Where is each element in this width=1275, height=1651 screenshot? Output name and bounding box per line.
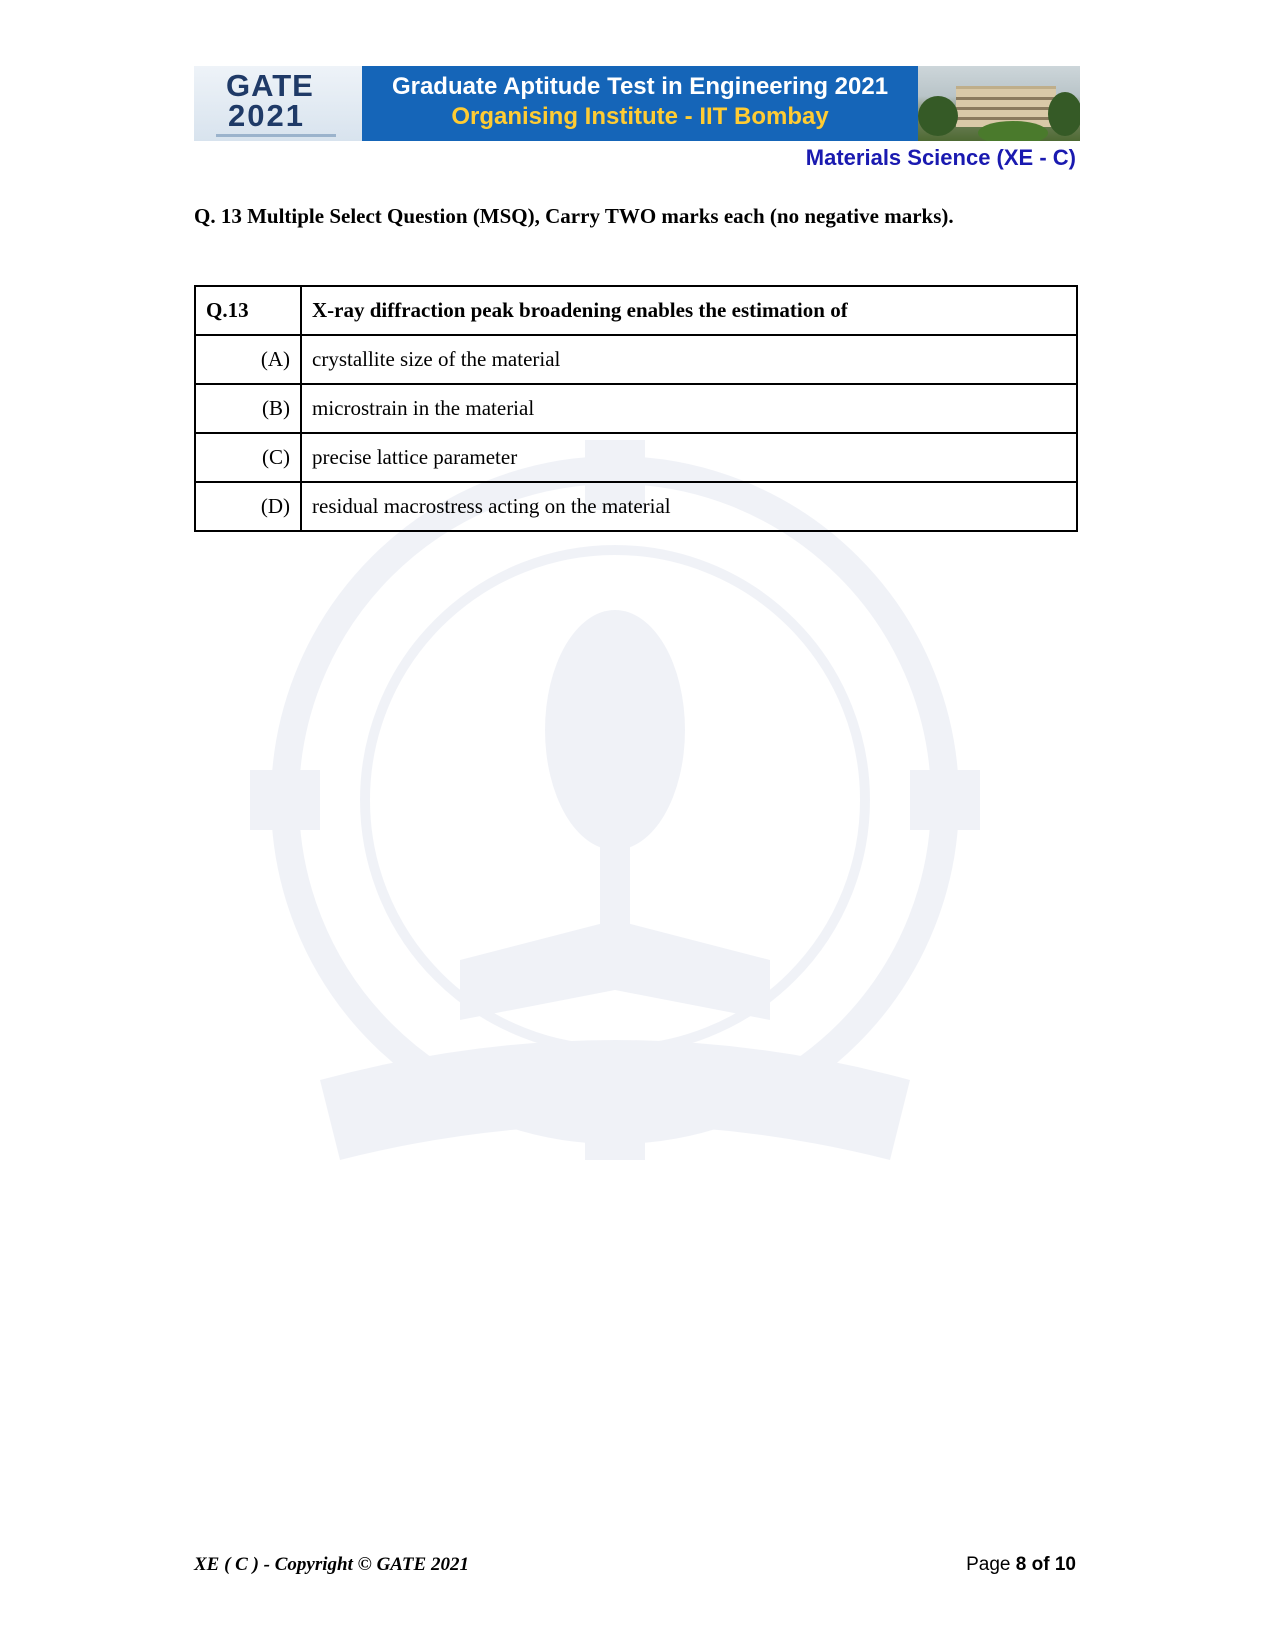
logo-strip bbox=[216, 134, 336, 137]
page-total: 10 bbox=[1054, 1554, 1076, 1575]
page-current: 8 bbox=[1015, 1554, 1027, 1575]
section-heading: Q. 13 Multiple Select Question (MSQ), Carry TWO marks each (no negative marks). bbox=[194, 204, 954, 228]
gate-logo bbox=[194, 66, 362, 141]
question-text: X-ray diffraction peak broadening enables the estimation of bbox=[301, 286, 1077, 335]
option-text: crystallite size of the material bbox=[301, 335, 1077, 384]
page-prefix: Page bbox=[966, 1554, 1016, 1575]
question-table bbox=[194, 285, 1078, 532]
banner-title bbox=[362, 66, 918, 141]
option-row bbox=[195, 433, 1077, 482]
question-row bbox=[195, 286, 1077, 335]
option-row bbox=[195, 335, 1077, 384]
logo-word: GATE bbox=[226, 68, 314, 103]
option-label: (D) bbox=[195, 482, 301, 531]
option-row bbox=[195, 384, 1077, 433]
option-text: residual macrostress acting on the material bbox=[301, 482, 1077, 531]
header-banner bbox=[194, 66, 1080, 141]
option-row bbox=[195, 482, 1077, 531]
question-number: Q.13 bbox=[195, 286, 301, 335]
option-text: precise lattice parameter bbox=[301, 433, 1077, 482]
option-label: (C) bbox=[195, 433, 301, 482]
footer-copyright: XE ( C ) - Copyright © GATE 2021 bbox=[194, 1554, 469, 1575]
banner-title-line1: Graduate Aptitude Test in Engineering 2021 bbox=[391, 73, 889, 100]
footer-page-number bbox=[966, 1554, 1076, 1576]
option-label: (B) bbox=[195, 384, 301, 433]
option-text: microstrain in the material bbox=[301, 384, 1077, 433]
page-of: of bbox=[1026, 1554, 1055, 1575]
subject-title: Materials Science (XE - C) bbox=[805, 145, 1076, 170]
option-label: (A) bbox=[195, 335, 301, 384]
campus-photo bbox=[918, 66, 1080, 141]
banner-title-line2: Organising Institute - IIT Bombay bbox=[451, 103, 829, 130]
logo-year: 2021 bbox=[228, 98, 305, 133]
